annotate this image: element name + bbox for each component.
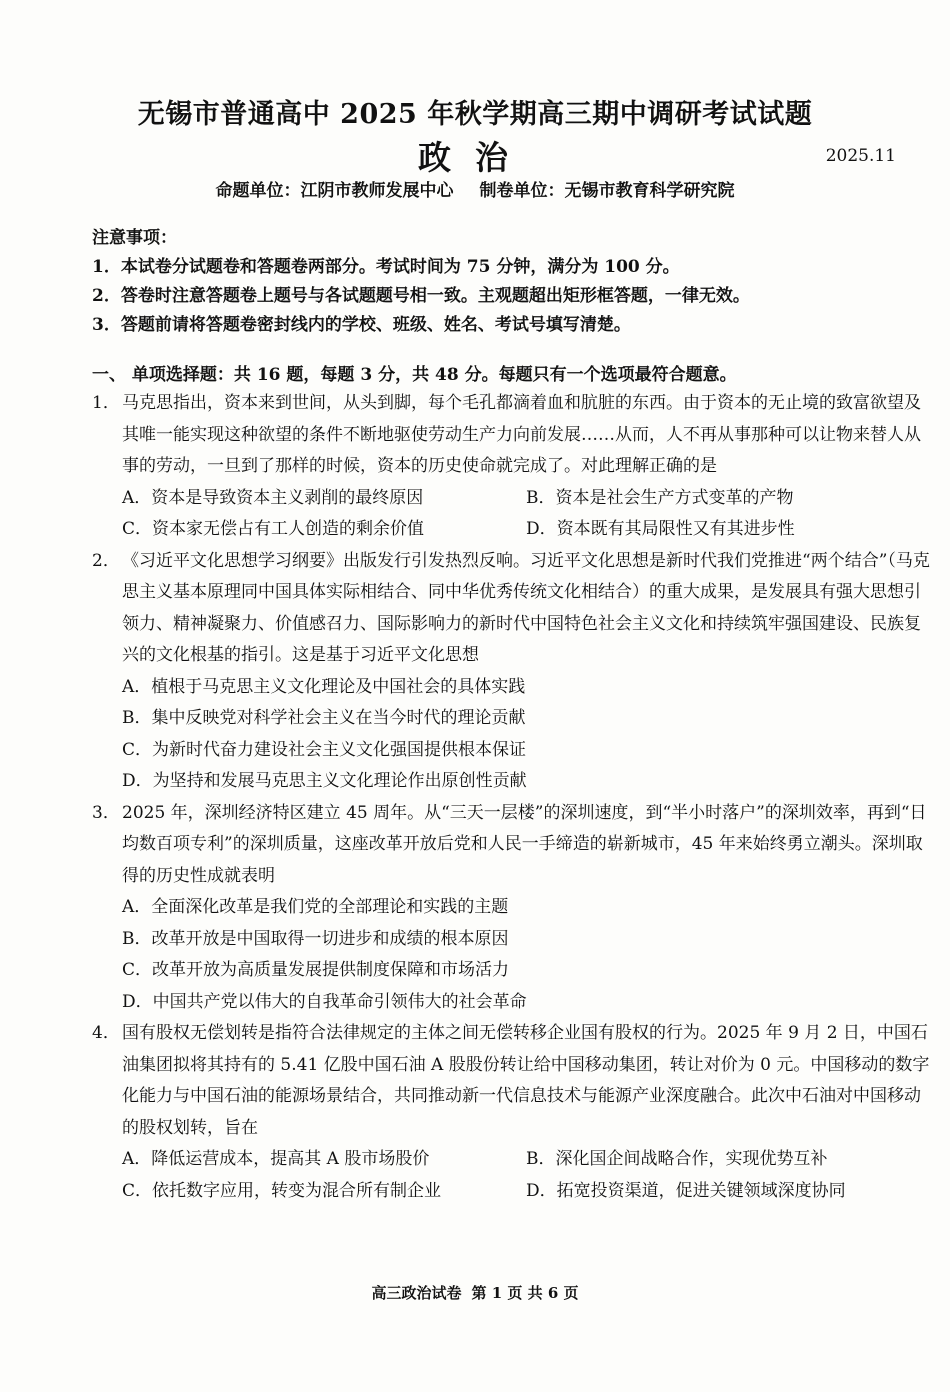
option-group: [92, 892, 930, 1018]
question-list: [92, 388, 930, 1207]
option-d: D．中国共产党以伟大的自我革命引领伟大的社会革命: [122, 991, 527, 1012]
notice-block: [92, 224, 922, 340]
question-stem: [92, 798, 930, 893]
question-3: [92, 798, 930, 1019]
question-number: 2．: [92, 550, 120, 571]
subject-title: 政治: [418, 138, 532, 177]
option-group: [92, 483, 930, 546]
proposer-unit: 命题单位：江阴市教师发展中心: [215, 181, 454, 201]
exam-units: [0, 176, 950, 201]
question-text: 2025 年，深圳经济特区建立 45 周年。从“三天一层楼”的深圳速度，到“半小时落户”的深圳效率，再到“日均数百项专利”的深圳质量，这座改革开放后党和人民一手缔造的崭新城市，45 年来始终勇立潮头。深圳取得的历史性成就表明: [122, 802, 927, 886]
notice-item: 2．答卷时注意答题卷上题号与各试题题号相一致。主观题超出矩形框答题，一律无效。: [92, 286, 750, 306]
question-1: [92, 388, 930, 546]
page-footer: [0, 1282, 950, 1303]
option-c: C．为新时代奋力建设社会主义文化强国提供根本保证: [122, 739, 527, 760]
option-b: B．集中反映党对科学社会主义在当今时代的理论贡献: [122, 708, 526, 728]
question-stem: [92, 1018, 930, 1144]
exam-date: 2025.11: [825, 146, 896, 166]
option-b: B．改革开放是中国取得一切进步和成绩的根本原因: [122, 928, 509, 949]
option-c: C．依托数字应用，转变为混合所有制企业: [122, 1180, 442, 1201]
option-b: B．深化国企间战略合作，实现优势互补: [526, 1149, 828, 1169]
notice-item: 1．本试卷分试题卷和答题卷两部分。考试时间为 75 分钟，满分为 100 分。: [92, 257, 680, 277]
question-text: 《习近平文化思想学习纲要》出版发行引发热烈反响。习近平文化思想是新时代我们党推进“两个结合”（马克思主义基本原理同中国具体实际相结合、同中华优秀传统文化相结合）的重大成果，是发展具有强大思想引领力、精神凝聚力、价值感召力、国际影响力的新时代中国特色社会主义文化和持续筑牢强国建设、民族复兴的文化根基的指引。这是基于习近平文化思想: [122, 550, 930, 665]
question-number: 4．: [92, 1023, 120, 1043]
question-text: 马克思指出，资本来到世间，从头到脚，每个毛孔都滴着血和肮脏的东西。由于资本的无止境的致富欲望及其唯一能实现这种欲望的条件不断地驱使劳动生产力向前发展……从而，人不再从事那种可以让物来替人从事的劳动，一旦到了那样的时候，资本的历史使命就完成了。对此理解正确的是: [122, 393, 921, 476]
option-d: D．拓宽投资渠道，促进关键领域深度协同: [526, 1180, 846, 1201]
section-heading: 一、 单项选择题：共 16 题，每题 3 分，共 48 分。每题只有一个选项最符合题意。: [92, 365, 737, 385]
question-stem: [92, 546, 930, 672]
option-group: [92, 1144, 930, 1207]
question-number: 1．: [92, 393, 120, 413]
producer-unit: 制卷单位：无锡市教育科学研究院: [479, 181, 735, 201]
question-number: 3．: [92, 802, 120, 823]
notice-title: 注意事项：: [92, 228, 177, 248]
option-c: C．资本家无偿占有工人创造的剩余价值: [122, 519, 425, 539]
exam-title: 无锡市普通高中 2025 年秋学期高三期中调研考试试题: [137, 99, 813, 130]
option-a: A．资本是导致资本主义剥削的最终原因: [122, 487, 424, 508]
footer-page-number: 第 1 页 共 6 页: [471, 1284, 579, 1302]
option-d: D．为坚持和发展马克思主义文化理论作出原创性贡献: [122, 771, 527, 791]
option-c: C．改革开放为高质量发展提供制度保障和市场活力: [122, 960, 510, 980]
question-text: 国有股权无偿划转是指符合法律规定的主体之间无偿转移企业国有股权的行为。2025 年 9 月 2 日，中国石油集团拟将其持有的 5.41 亿股中国石油 A 股股份转让给中国移动集团，转让对价为 0 元。中国移动的数字化能力与中国石油的能源场景结合，共同推动新一代信息技术与能源产业深度融合。此次中石油对中国移动的股权划转，旨在: [122, 1023, 930, 1138]
question-4: [92, 1018, 930, 1207]
option-d: D．资本既有其局限性又有其进步性: [526, 519, 795, 539]
question-stem: [92, 388, 930, 483]
option-a: A．降低运营成本，提高其 A 股市场股价: [122, 1149, 430, 1169]
option-b: B．资本是社会生产方式变革的产物: [526, 487, 794, 508]
footer-exam-name: 高三政治试卷: [371, 1284, 462, 1302]
question-2: [92, 546, 930, 798]
notice-item: 3．答题前请将答题卷密封线内的学校、班级、姓名、考试号填写清楚。: [92, 315, 631, 335]
option-a: A．植根于马克思主义文化理论及中国社会的具体实践: [122, 676, 526, 697]
option-a: A．全面深化改革是我们党的全部理论和实践的主题: [122, 897, 509, 917]
option-group: [92, 672, 930, 798]
